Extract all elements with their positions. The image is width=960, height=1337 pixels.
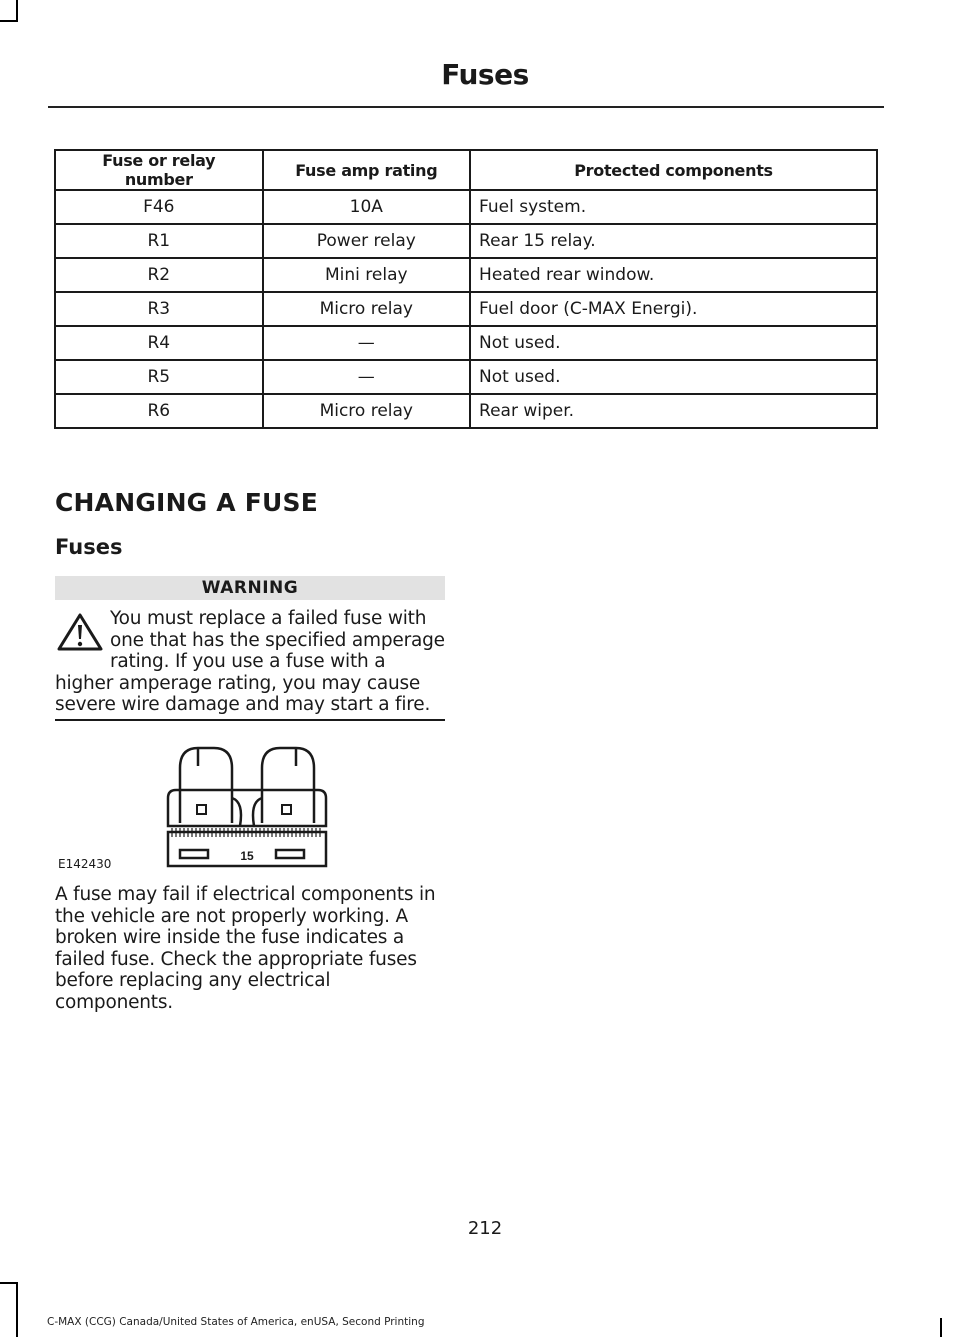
title-divider: [48, 106, 884, 108]
table-row: [55, 360, 877, 394]
column-header: Protected components: [470, 150, 877, 190]
crop-mark: [0, 20, 18, 22]
fuse-number-cell: F46: [55, 190, 263, 224]
subsection-heading: Fuses: [55, 535, 123, 559]
fuse-number-cell: R3: [55, 292, 263, 326]
body-paragraph: A fuse may fail if electrical components in the vehicle are not properly working. A broken wire inside the fuse indicates a failed fuse. Check the appropriate fuses before replacing any electrical components.: [55, 884, 436, 1013]
amp-rating-cell: Micro relay: [263, 394, 470, 428]
fuse-number-cell: R1: [55, 224, 263, 258]
fuse-number-cell: R6: [55, 394, 263, 428]
warning-text-block: [55, 608, 447, 716]
table-row: [55, 224, 877, 258]
table-row: [55, 190, 877, 224]
warning-divider: [55, 719, 445, 721]
protected-component-cell: Fuel door (C-MAX Energi).: [470, 292, 877, 326]
table-row: [55, 292, 877, 326]
crop-mark: [16, 0, 18, 20]
protected-component-cell: Not used.: [470, 360, 877, 394]
protected-component-cell: Rear 15 relay.: [470, 224, 877, 258]
fuse-number-cell: R5: [55, 360, 263, 394]
table-row: [55, 258, 877, 292]
amp-rating-cell: 10A: [263, 190, 470, 224]
amp-rating-cell: —: [263, 326, 470, 360]
figure-code: E142430: [58, 857, 112, 871]
section-heading: CHANGING A FUSE: [55, 488, 319, 517]
column-header: Fuse or relay number: [55, 150, 263, 190]
fuse-rating-label: 15: [240, 849, 254, 863]
warning-text: You must replace a failed fuse with one that has the specified amperage rating. If you use a fuse with a higher amperage rating, you may cause severe wire damage and may start a fire.: [55, 608, 445, 715]
crop-mark: [940, 1318, 942, 1337]
crop-mark: [0, 1282, 18, 1284]
protected-component-cell: Rear wiper.: [470, 394, 877, 428]
page-title: Fuses: [441, 58, 529, 91]
amp-rating-cell: Mini relay: [263, 258, 470, 292]
table-row: [55, 394, 877, 428]
protected-component-cell: Heated rear window.: [470, 258, 877, 292]
fuse-number-cell: R2: [55, 258, 263, 292]
amp-rating-cell: —: [263, 360, 470, 394]
protected-component-cell: Not used.: [470, 326, 877, 360]
crop-mark: [16, 1282, 18, 1337]
amp-rating-cell: Power relay: [263, 224, 470, 258]
table-header-row: [55, 150, 877, 190]
table-row: [55, 326, 877, 360]
fuse-number-cell: R4: [55, 326, 263, 360]
column-header: Fuse amp rating: [263, 150, 470, 190]
footer-text: C-MAX (CCG) Canada/United States of America, enUSA, Second Printing: [47, 1316, 425, 1328]
blade-fuse-illustration: [56, 738, 446, 873]
amp-rating-cell: Micro relay: [263, 292, 470, 326]
protected-component-cell: Fuel system.: [470, 190, 877, 224]
fuse-table: [54, 149, 878, 429]
page-number: 212: [467, 1218, 503, 1239]
warning-label: WARNING: [55, 576, 445, 600]
